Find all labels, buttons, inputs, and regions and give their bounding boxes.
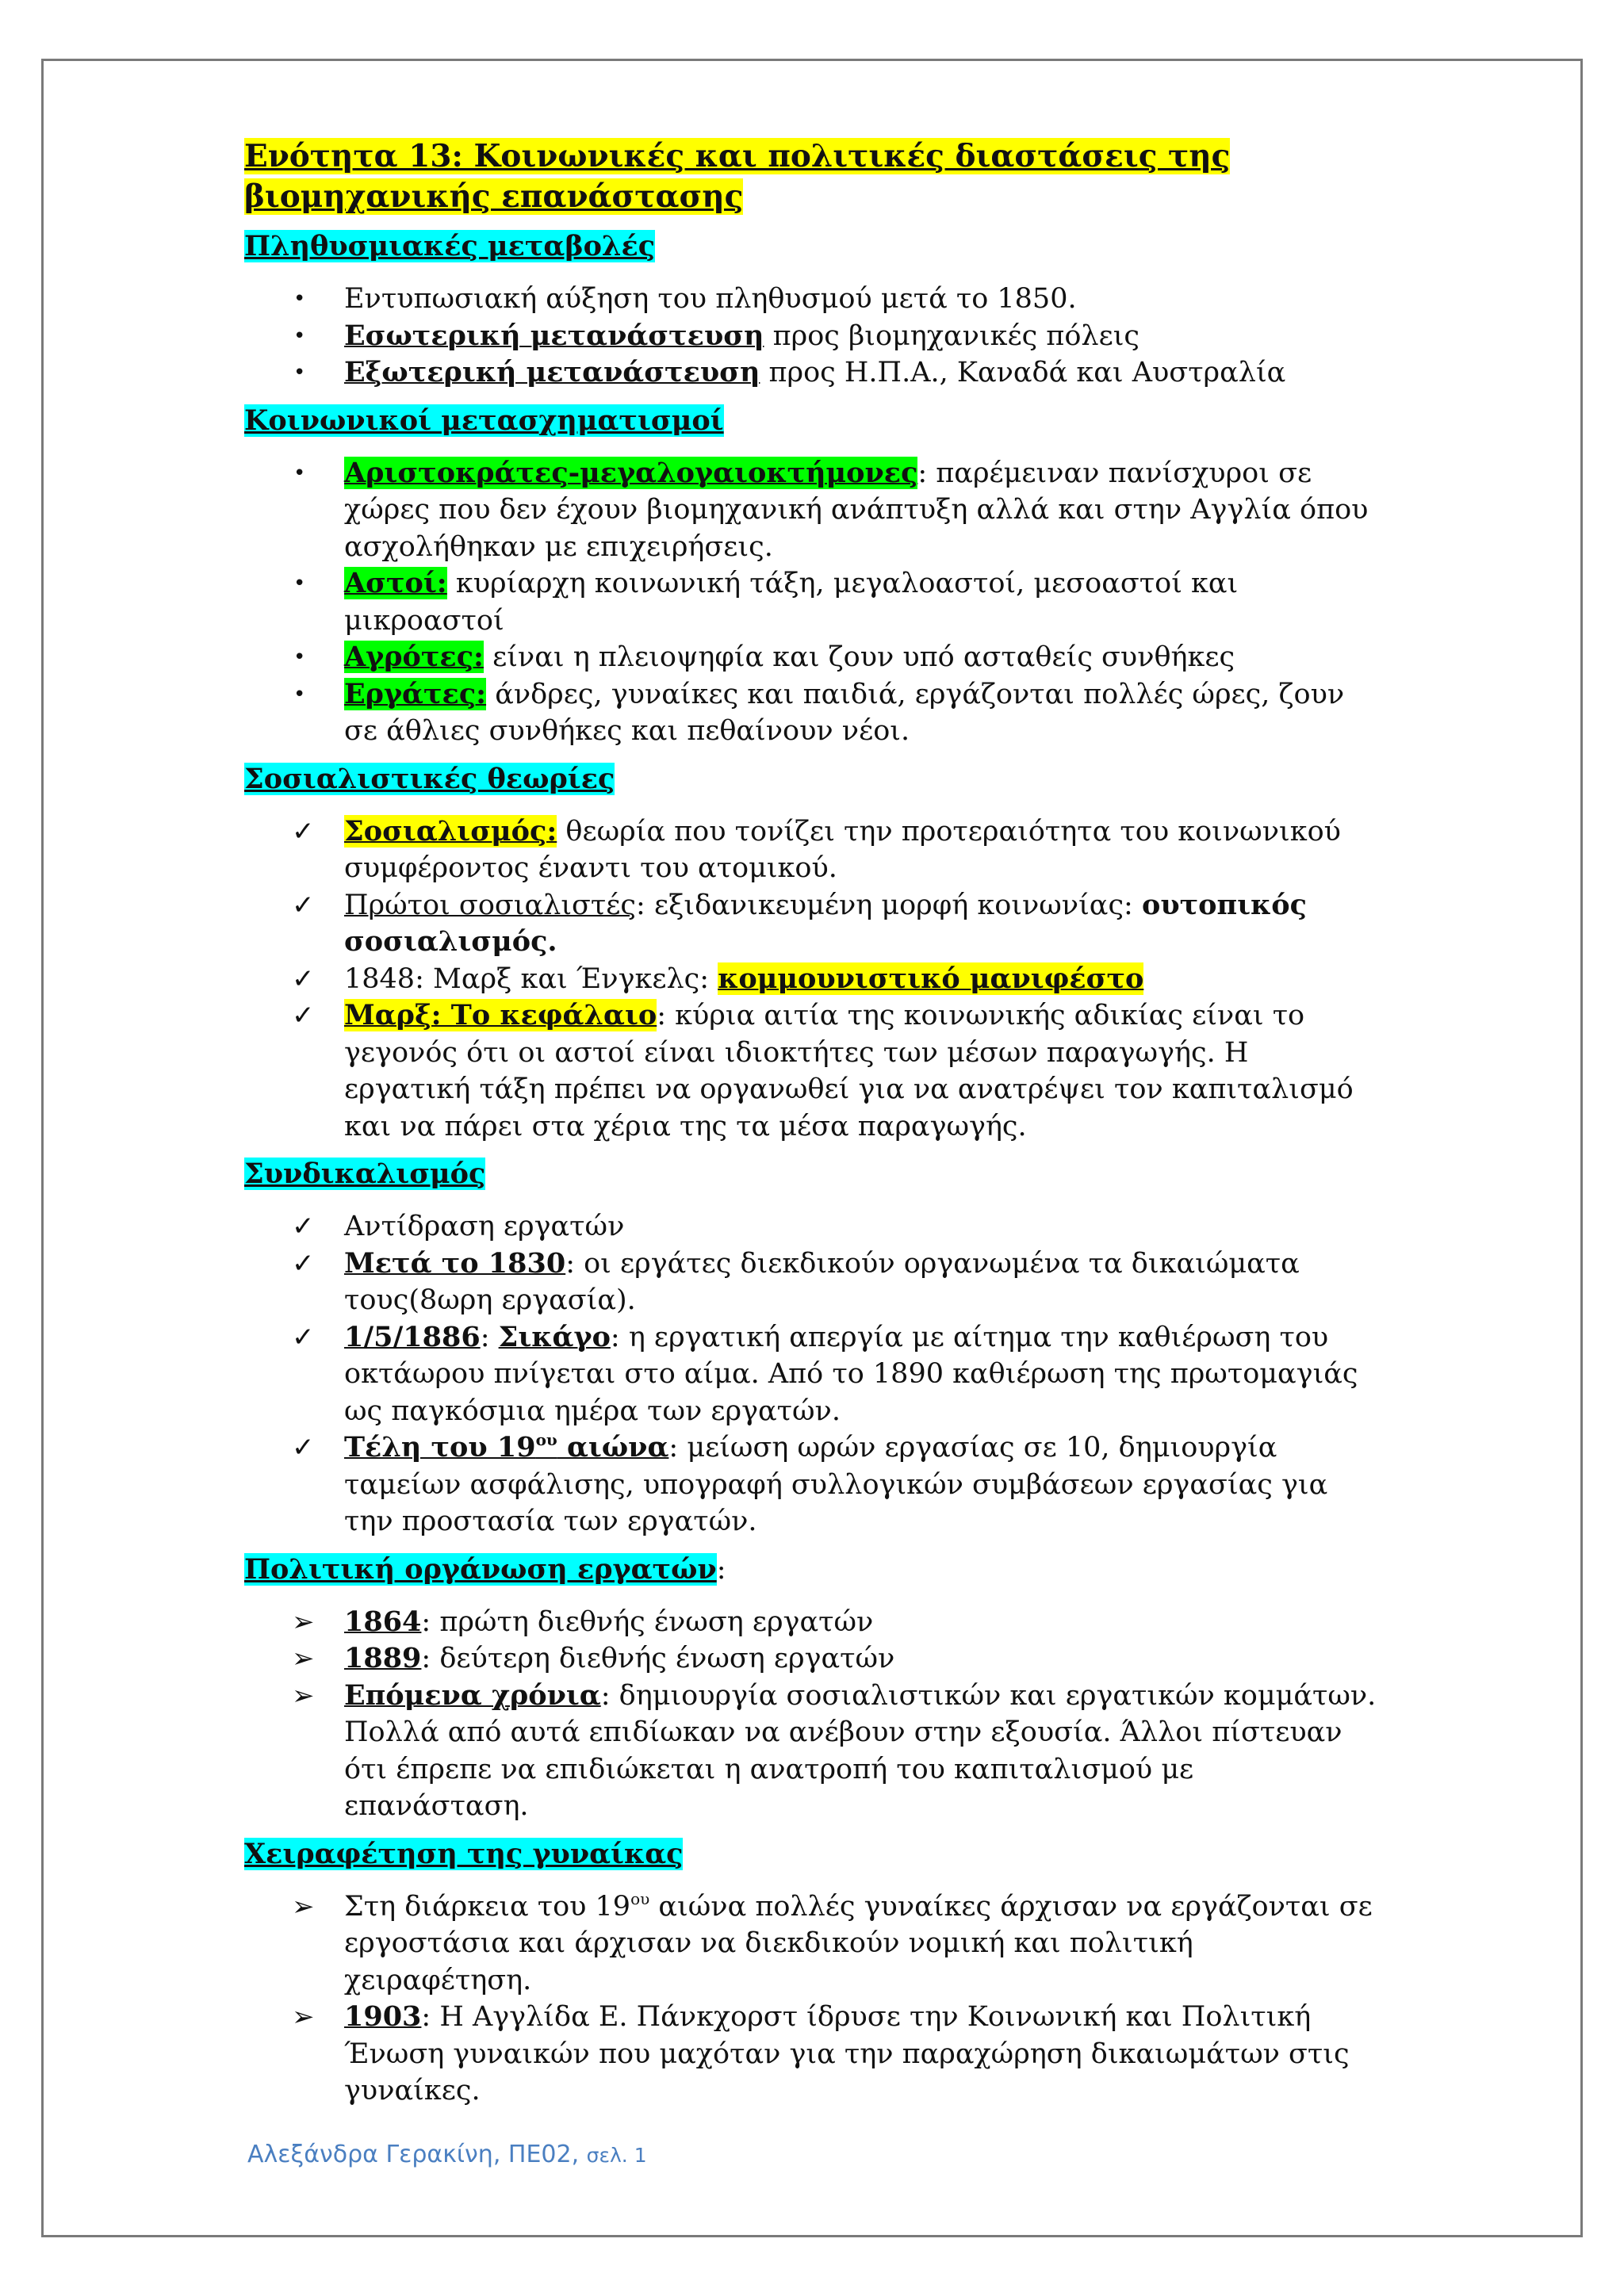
arrow-bullet-icon: ➢ — [292, 2001, 315, 2033]
list-item: ➢ 1889: δεύτερη διεθνής ένωση εργατών — [244, 1640, 1378, 1678]
bullet-icon: • — [293, 361, 306, 385]
heading-social-transformations: Κοινωνικοί μετασχηματισμοί — [244, 404, 724, 437]
bullet-icon: • — [293, 572, 306, 595]
list-item: • Αστοί: κυρίαρχη κοινωνική τάξη, μεγαλοαστοί, μεσοαστοί και μικροαστοί — [293, 567, 1239, 637]
checkmark-icon: ✓ — [292, 1321, 315, 1353]
list-population-changes — [244, 281, 1378, 392]
bullet-icon: • — [293, 461, 306, 485]
arrow-bullet-icon: ➢ — [292, 1679, 315, 1712]
list-item: • Εσωτερική μετανάστευση προς βιομηχανικές πόλεις — [244, 318, 1378, 355]
list-item: ➢ Επόμενα χρόνια: δημιουργία σοσιαλιστικών και εργατικών κομμάτων. Πολλά από αυτά επιδίωκαν να ανέβουν στην εξουσία. Άλλοι πίστευαν ότι έπρεπε να επιδιώκεται η ανατροπή του καπιταλισμού με επανάσταση. — [292, 1678, 1377, 1822]
bullet-icon: • — [293, 323, 306, 348]
list-item: ✓ Μετά το 1830: οι εργάτες διεκδικούν οργανωμένα τα δικαιώματα τους(8ωρη εργασία). — [292, 1246, 1300, 1316]
list-item: ✓ Μαρξ: Το κεφάλαιο: κύρια αιτία της κοινωνικής αδικίας είναι το γεγονός ότι οι αστοί είναι ιδιοκτήτες των μέσων παραγωγής. Η εργατική τάξη πρέπει να οργανωθεί για να ανατρέψει τον καπιταλισμό και να πάρει στα χέρια της τα μέσα παραγωγής. — [292, 999, 1354, 1142]
checkmark-icon: ✓ — [292, 815, 315, 848]
arrow-bullet-icon: ➢ — [292, 1605, 315, 1638]
list-item: • Αγρότες: είναι η πλειοψηφία και ζουν υπό ασταθείς συνθήκες — [244, 639, 1378, 676]
list-socialist-theories — [244, 813, 1378, 1146]
list-item: ✓ 1/5/1886: Σικάγο: η εργατική απεργία με αίτημα την καθιέρωση του οκτάωρου πνίγεται στο αίμα. Από το 1890 καθιέρωση της πρωτομαγιάς ως παγκόσμια ημέρα των εργατών. — [292, 1320, 1358, 1427]
list-item: • Εργάτες: άνδρες, γυναίκες και παιδιά, εργάζονται πολλές ώρες, ζουν σε άθλιες συνθήκες και πεθαίνουν νέοι. — [293, 677, 1345, 747]
list-political-organization — [244, 1604, 1378, 1825]
list-item: ➢ 1903: Η Αγγλίδα Ε. Πάνκχορστ ίδρυσε την Κοινωνική και Πολιτική Ένωση γυναικών που μαχόταν για την παραχώρηση δικαιωμάτων στις γυναίκες. — [292, 2000, 1350, 2107]
list-trade-unionism — [244, 1208, 1378, 1540]
footer-author: Αλεξάνδρα Γερακίνη, ΠΕ02, — [247, 2141, 587, 2168]
heading-socialist-theories: Σοσιαλιστικές θεωρίες — [244, 762, 615, 795]
list-item: ✓ Πρώτοι σοσιαλιστές: εξιδανικευμένη μορφή κοινωνίας: ουτοπικός σοσιαλισμός. — [292, 888, 1307, 958]
list-women-emancipation — [244, 1888, 1378, 2110]
list-item: ➢ 1864: πρώτη διεθνής ένωση εργατών — [244, 1604, 1378, 1641]
list-item: ➢ Στη διάρκεια του $19^{o\upsilon}$ αιώνα πολλές γυναίκες άρχισαν να εργάζονται σε εργοστάσια και άρχισαν να διεκδικούν νομική και πολιτική χειραφέτηση. — [292, 1888, 1373, 1996]
checkmark-icon: ✓ — [292, 1000, 315, 1031]
list-item: • Αριστοκράτες-μεγαλογαιοκτήμονες: παρέμειναν πανίσχυροι σε χώρες που δεν έχουν βιομηχανική ανάπτυξη αλλά και στην Αγγλία όπου ασχολήθηκαν με επιχειρήσεις. — [293, 456, 1369, 563]
checkmark-icon: ✓ — [292, 1211, 315, 1242]
checkmark-icon: ✓ — [292, 1432, 315, 1464]
checkmark-icon: ✓ — [292, 1247, 315, 1280]
list-item: ✓ Τέλη του $19^{o\upsilon}$ αιώνα: μείωση ωρών εργασίας σε 10, δημιουργία ταμείων ασφάλισης, υπογραφή συλλογικών συμβάσεων εργασίας για την προστασία των εργατών. — [292, 1430, 1328, 1537]
arrow-bullet-icon: ➢ — [292, 1643, 315, 1674]
list-item: ✓ Αντίδραση εργατών — [244, 1208, 1378, 1246]
footer-page-number: σελ. 1 — [586, 2144, 647, 2167]
list-item: • Εντυπωσιακή αύξηση του πληθυσμού μετά το 1850. — [244, 281, 1378, 318]
bullet-icon: • — [293, 287, 306, 311]
document-title: Ενότητα 13: Κοινωνικές και πολιτικές διαστάσεις της βιομηχανικής επανάστασης — [244, 138, 1231, 215]
heading-political-organization: Πολιτική οργάνωση εργατών: — [244, 1552, 726, 1586]
heading-trade-unionism: Συνδικαλισμός — [244, 1158, 486, 1190]
document-content — [244, 136, 1378, 2118]
arrow-bullet-icon: ➢ — [292, 1890, 315, 1923]
heading-women-emancipation: Χειραφέτηση της γυναίκας — [244, 1837, 684, 1870]
list-item: ✓ 1848: Μαρξ και Ένγκελς: κομμουνιστικό μανιφέστο — [244, 961, 1378, 998]
list-item: • Εξωτερική μετανάστευση προς Η.Π.Α., Καναδά και Αυστραλία — [244, 354, 1378, 392]
list-social-transformations — [244, 455, 1378, 750]
bullet-icon: • — [293, 645, 306, 669]
checkmark-icon: ✓ — [292, 962, 315, 995]
heading-population-changes: Πληθυσμιακές μεταβολές — [244, 230, 656, 262]
checkmark-icon: ✓ — [292, 889, 315, 921]
page-footer — [247, 2141, 647, 2168]
bullet-icon: • — [293, 682, 306, 706]
list-item: ✓ Σοσιαλισμός: θεωρία που τονίζει την προτεραιότητα του κοινωνικού συμφέροντος έναντι του ατομικού. — [292, 814, 1341, 884]
